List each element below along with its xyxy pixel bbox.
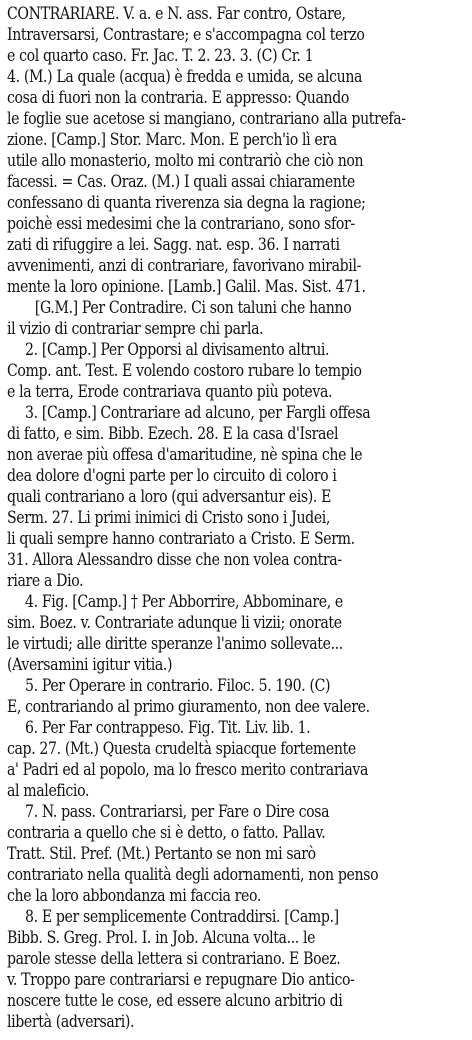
entry-line: dea dolore d'ogni parte per lo circuito di coloro i	[7, 466, 337, 486]
entry-line: e la terra, Erode contrariava quanto più poteva.	[7, 382, 333, 402]
sense-6-line: 6. Per Far contrappeso. Fig. Tit. Liv. lib. 1.	[25, 718, 311, 738]
sense-2-line: 2. [Camp.] Per Opporsi al divisamento altrui.	[25, 340, 330, 360]
entry-line: zati di rifuggire a lei. Sagg. nat. esp. 36. I narrati	[7, 235, 340, 255]
entry-line: riare a Dio.	[7, 571, 84, 591]
entry-line: v. Troppo pare contrariarsi e repugnare Dio antico-	[7, 970, 355, 990]
entry-line: non averae più offesa d'amaritudine, nè spina che le	[7, 445, 363, 465]
sense-3-line: 3. [Camp.] Contrariare ad alcuno, per Fargli offesa	[25, 403, 371, 423]
sense-4-line: 4. Fig. [Camp.] † Per Abborrire, Abbominare, e	[25, 592, 343, 612]
entry-line: [G.M.] Per Contradire. Ci son taluni che hanno	[34, 298, 352, 318]
entry-line: avvenimenti, anzi di contrariare, favorivano mirabil-	[7, 256, 361, 276]
entry-line: li quali sempre hanno contrariato a Cristo. E Serm.	[7, 529, 355, 549]
entry-line: Comp. ant. Test. E volendo costoro rubare lo tempio	[7, 361, 362, 381]
entry-line: al maleficio.	[7, 781, 90, 801]
sense-7-line: 7. N. pass. Contrariarsi, per Fare o Dire cosa	[25, 802, 330, 822]
entry-line: parole stesse della lettera si contrariano. E Boez.	[7, 949, 341, 969]
entry-line: sim. Boez. v. Contrariate adunque li vizii; onorate	[7, 613, 342, 633]
entry-line: Bibb. S. Greg. Prol. I. in Job. Alcuna volta... le	[7, 928, 316, 948]
entry-line: il vizio di contrariar sempre chi parla.	[7, 319, 264, 339]
entry-line: utile allo monasterio, molto mi contrariò che ciò non	[7, 151, 364, 171]
entry-line: noscere tutte le cose, ed essere alcuno arbitrio di	[7, 991, 343, 1011]
entry-line: cap. 27. (Mt.) Questa crudeltà spiacque fortemente	[7, 739, 356, 759]
sense-5-line: 5. Per Operare in contrario. Filoc. 5. 190. (C)	[25, 676, 331, 696]
entry-line: contraria a quello che si è detto, o fatto. Pallav.	[7, 823, 326, 843]
entry-line: le foglie sue acetose si mangiano, contrariano alla putrefa-	[7, 109, 406, 129]
entry-line: poichè essi medesimi che la contrariano, sono sfor-	[7, 214, 355, 234]
entry-line: le virtudi; alle diritte speranze l'animo sollevate...	[7, 634, 343, 654]
entry-line: confessano di quanta riverenza sia degna la ragione;	[7, 193, 366, 213]
entry-line: cosa di fuori non la contraria. E appresso: Quando	[7, 88, 350, 108]
entry-line: che la loro abbondanza mi faccia reo.	[7, 886, 261, 906]
entry-line: quali contrariano a loro (qui adversantur eis). E	[7, 487, 331, 507]
entry-line: contrariato nella qualità degli adornamenti, non penso	[7, 865, 379, 885]
entry-line: Intraversarsi, Contrastare; e s'accompagna col terzo	[7, 25, 365, 45]
entry-line: 4. (M.) La quale (acqua) è fredda e umida, se alcuna	[7, 67, 363, 87]
entry-line: facessi. = Cas. Oraz. (M.) I quali assai chiaramente	[7, 172, 355, 192]
entry-line: 31. Allora Alessandro disse che non volea contra-	[7, 550, 342, 570]
entry-line: e col quarto caso. Fr. Jac. T. 2. 23. 3. (C) Cr. 1	[7, 46, 314, 66]
entry-line-headword: CONTRARIARE. V. a. e N. ass. Far contro, Ostare,	[7, 4, 346, 24]
entry-line: Tratt. Stil. Pref. (Mt.) Pertanto se non mi sarò	[7, 844, 316, 864]
entry-line: di fatto, e sim. Bibb. Ezech. 28. E la casa d'Israel	[7, 424, 339, 444]
sense-8-line: 8. E per semplicemente Contraddirsi. [Camp.]	[25, 907, 339, 927]
entry-line: Serm. 27. Li primi inimici di Cristo sono i Judei,	[7, 508, 331, 528]
entry-line: libertà (adversari).	[7, 1012, 135, 1032]
entry-line: (Aversamini igitur vitia.)	[7, 655, 173, 675]
entry-line: E, contrariando al primo giuramento, non dee valere.	[7, 697, 370, 717]
dictionary-entry	[7, 4, 465, 1033]
entry-line: zione. [Camp.] Stor. Marc. Mon. E perch'io lì era	[7, 130, 337, 150]
entry-line: a' Padri ed al popolo, ma lo fresco merito contrariava	[7, 760, 368, 780]
entry-line: mente la loro opinione. [Lamb.] Galil. Mas. Sist. 471.	[7, 277, 366, 297]
